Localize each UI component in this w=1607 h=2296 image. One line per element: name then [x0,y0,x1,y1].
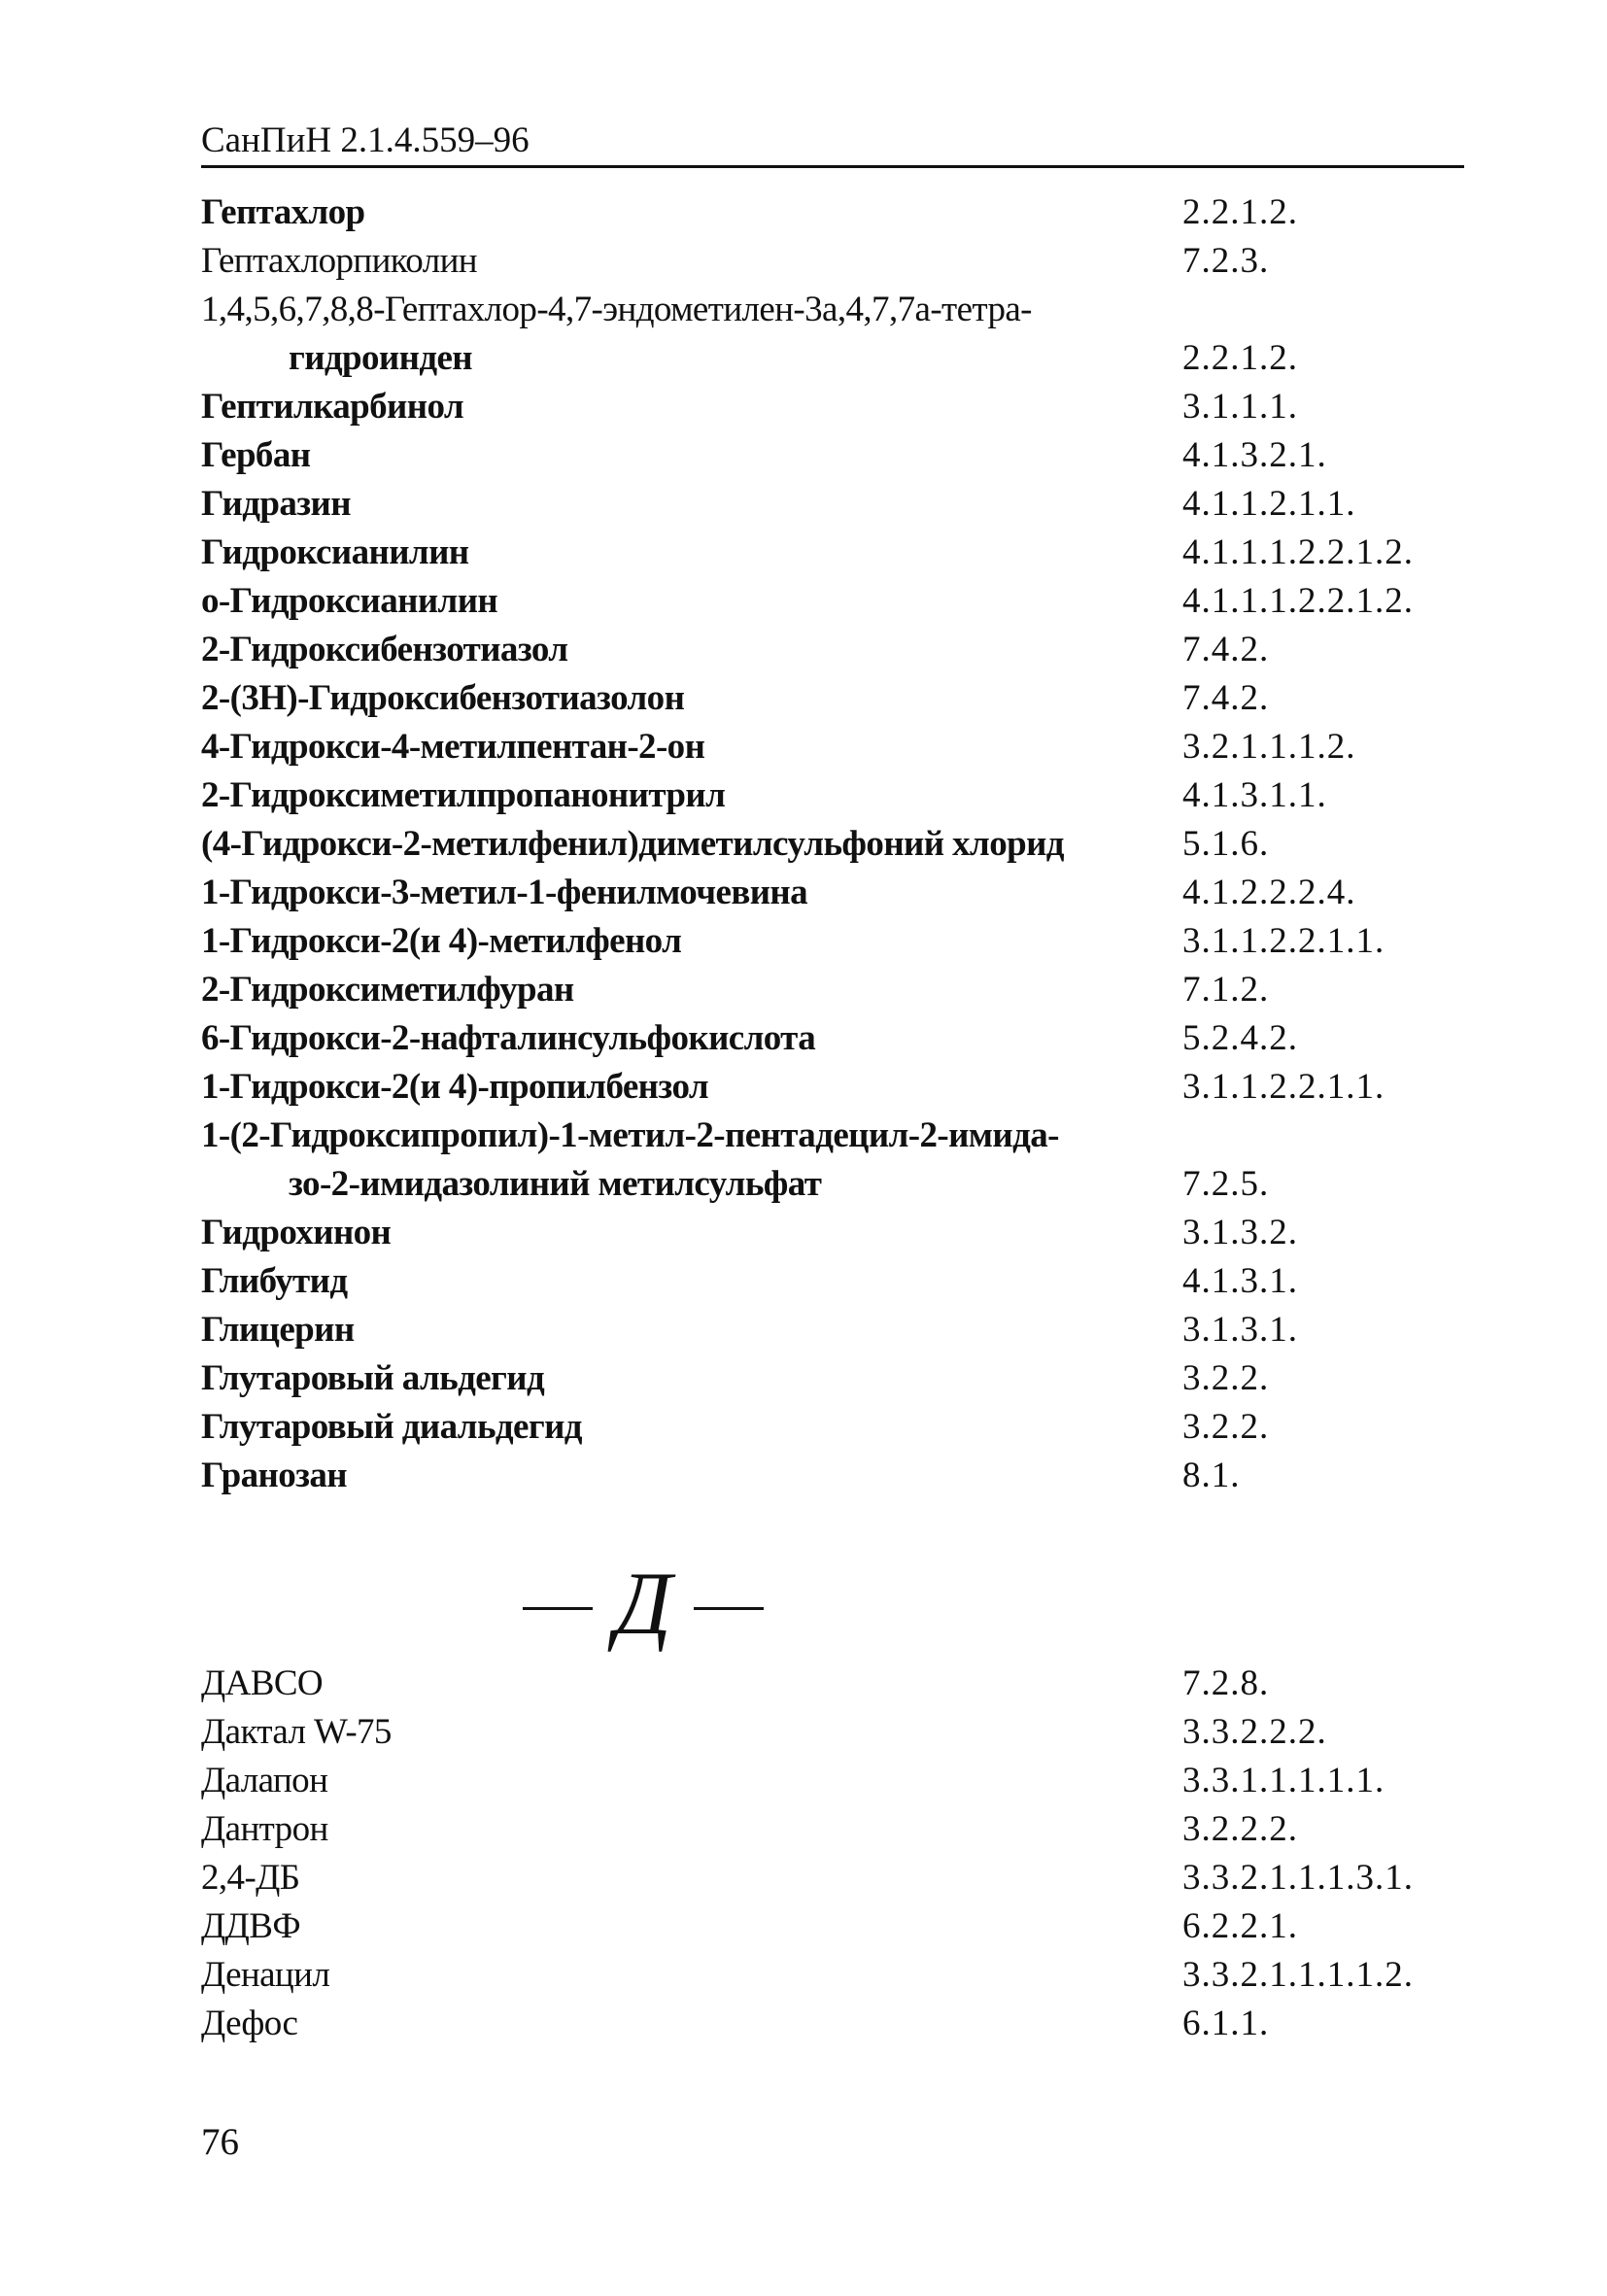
index-entry [201,723,1464,771]
entry-code: 4.1.1.1.2.2.1.2. [1182,532,1414,572]
entry-name: Денацил [201,1955,330,1995]
index-entry [201,1063,1464,1112]
entry-code: 5.2.4.2. [1182,1018,1298,1058]
index-list-d [201,1660,1464,2048]
index-entry [201,1306,1464,1354]
entry-code: 7.4.2. [1182,678,1270,718]
index-entry [201,1854,1464,1902]
index-entry [201,1014,1464,1063]
index-entry [201,431,1464,480]
index-entry [201,237,1464,286]
entry-name: Глибутид [201,1261,348,1301]
entry-code: 3.1.3.1. [1182,1310,1298,1350]
entry-name: Дантрон [201,1809,328,1849]
entry-name: 2-Гидроксиметилпропанонитрил [201,775,726,815]
entry-name: Гептахлор [201,192,365,232]
index-entry [201,1257,1464,1306]
entry-code: 3.3.2.2.2. [1182,1712,1327,1752]
entry-code: 7.4.2. [1182,630,1270,669]
entry-name: ДАВСО [201,1663,324,1703]
entry-name: 1-Гидрокси-3-метил-1-фенилмочевина [201,873,808,912]
entry-name: Гептахлорпиколин [201,241,477,281]
entry-name: 1-(2-Гидроксипропил)-1-метил-2-пентадецил-2-имида- [201,1115,1059,1155]
entry-name: зо-2-имидазолиний метилсульфат [289,1164,822,1204]
entry-code: 4.1.3.1. [1182,1261,1298,1301]
entry-name: 2,4-ДБ [201,1858,300,1898]
entry-code: 2.2.1.2. [1182,192,1298,232]
entry-code: 3.2.2. [1182,1407,1270,1447]
entry-code: 3.1.1.1. [1182,387,1298,427]
index-entry [201,869,1464,917]
index-list-g [201,188,1464,1500]
index-entry [201,383,1464,431]
entry-name: Глутаровый альдегид [201,1358,545,1398]
entry-code: 4.1.2.2.2.4. [1182,873,1356,912]
entry-code: 6.2.2.1. [1182,1906,1298,1946]
entry-name: Гидразин [201,484,351,524]
index-entry [201,1902,1464,1951]
entry-name: 4-Гидрокси-4-метилпентан-2-он [201,727,705,767]
entry-code: 3.3.2.1.1.1.3.1. [1182,1858,1414,1898]
index-entry [201,674,1464,723]
entry-code: 4.1.3.1.1. [1182,775,1327,815]
entry-name: Гидрохинон [201,1213,392,1252]
index-entry [201,966,1464,1014]
entry-code: 3.2.1.1.1.2. [1182,727,1356,767]
entry-name: 2-Гидроксиметилфуран [201,970,574,1010]
index-entry [201,188,1464,237]
index-entry [201,334,1464,383]
index-entry [201,1209,1464,1257]
entry-code: 4.1.1.2.1.1. [1182,484,1356,524]
index-entry [201,1757,1464,1805]
index-entry [201,529,1464,577]
document-title: СанПиН 2.1.4.559–96 [201,120,530,160]
index-entry [201,480,1464,529]
entry-name: 1-Гидрокси-2(и 4)-метилфенол [201,921,682,961]
index-entry [201,2000,1464,2048]
index-entry [201,1160,1464,1209]
entry-name: (4-Гидрокси-2-метилфенил)диметилсульфоний хлорид [201,824,1064,864]
index-entry [201,626,1464,674]
entry-code: 7.2.5. [1182,1164,1270,1204]
entry-name: Дефос [201,2004,298,2043]
index-entry [201,820,1464,869]
entry-code: 7.2.3. [1182,241,1270,281]
entry-code: 3.1.3.2. [1182,1213,1298,1252]
entry-name: Глицерин [201,1310,355,1350]
entry-name: о-Гидроксианилин [201,581,498,621]
entry-name: Глутаровый диальдегид [201,1407,582,1447]
page-header [201,115,1464,168]
entry-name: Гептилкарбинол [201,387,464,427]
index-entry [201,286,1464,334]
entry-code: 7.1.2. [1182,970,1270,1010]
entry-name: 1,4,5,6,7,8,8-Гептахлор-4,7-эндометилен-3а,4,7,7а-тетра- [201,290,1032,329]
entry-code: 3.2.2.2. [1182,1809,1298,1849]
entry-code: 3.3.2.1.1.1.1.2. [1182,1955,1414,1995]
entry-code: 4.1.1.1.2.2.1.2. [1182,581,1414,621]
entry-code: 7.2.8. [1182,1663,1270,1703]
entry-code: 3.2.2. [1182,1358,1270,1398]
entry-code: 2.2.1.2. [1182,338,1298,378]
index-entry [201,1354,1464,1403]
entry-name: 2-Гидроксибензотиазол [201,630,568,669]
index-entry [201,1112,1464,1160]
entry-code: 3.3.1.1.1.1.1. [1182,1761,1385,1800]
entry-name: 6-Гидрокси-2-нафталинсульфокислота [201,1018,816,1058]
index-entry [201,1708,1464,1757]
index-entry [201,1452,1464,1500]
entry-name: 1-Гидрокси-2(и 4)-пропилбензол [201,1067,709,1107]
index-entry [201,1660,1464,1708]
page-number: 76 [201,2121,239,2163]
entry-code: 8.1. [1182,1456,1241,1495]
entry-code: 3.1.1.2.2.1.1. [1182,1067,1385,1107]
index-entry [201,577,1464,626]
entry-name: Дактал W-75 [201,1712,392,1752]
entry-name: 2-(3Н)-Гидроксибензотиазолон [201,678,685,718]
index-entry [201,1805,1464,1854]
entry-name: Гидроксианилин [201,532,469,572]
entry-code: 4.1.3.2.1. [1182,435,1327,475]
index-entry [201,917,1464,966]
index-entry [201,1403,1464,1452]
entry-name: Гербан [201,435,311,475]
entry-code: 6.1.1. [1182,2004,1270,2043]
index-entry [201,1951,1464,2000]
entry-name: Далапон [201,1761,328,1800]
index-entry [201,771,1464,820]
entry-name: Гранозан [201,1456,347,1495]
entry-code: 5.1.6. [1182,824,1270,864]
entry-name: гидроинден [289,338,473,378]
entry-code: 3.1.1.2.2.1.1. [1182,921,1385,961]
entry-name: ДДВФ [201,1906,300,1946]
section-heading-d: Д [517,1555,769,1652]
